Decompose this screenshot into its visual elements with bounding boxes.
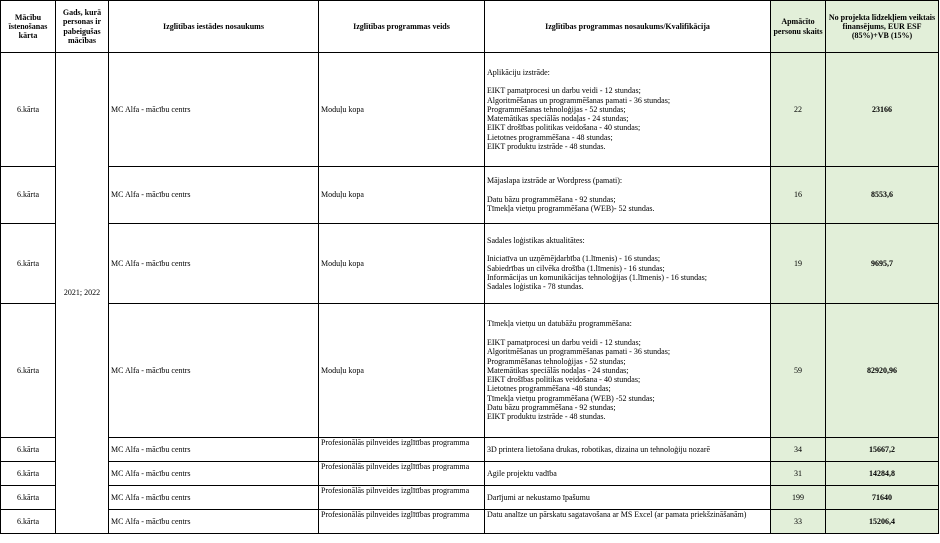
program-title: Mājaslapa izstrāde ar Wordpress (pamati): (487, 176, 623, 186)
institution-cell: MC Alfa - mācību centrs (109, 53, 319, 167)
program-title: Sadales loģistikas aktualitātes: (487, 235, 585, 245)
program-module: Algoritmēšanas un programmēšanas pamati - 36 stundas; (487, 347, 671, 357)
table-row (1, 486, 939, 510)
program-name-cell (485, 438, 771, 462)
program-title: Aplikāciju izstrāde: (487, 67, 550, 77)
institution-cell: MC Alfa - mācību centrs (109, 462, 319, 486)
program-module: Tīmekļa vietņu programmēšana (WEB)- 52 stundas. (487, 204, 655, 214)
program-name-cell (485, 486, 771, 510)
card-cell: 6.kārta (1, 486, 56, 510)
program-module: Datu bāzu programmēšana - 92 stundas; (487, 195, 616, 204)
header-card: Mācību īstenošanas kārta (1, 1, 56, 53)
program-title: Datu analīze un pārskatu sagatavošana ar MS Excel (ar pamata priekšzināšanām) (487, 510, 747, 519)
program-type-cell: Moduļu kopa (319, 53, 485, 167)
funding-cell: 8553,6 (826, 167, 939, 224)
header-program-name: Izglītības programmas nosaukums/Kvalifikācija (485, 1, 771, 53)
funding-cell: 9695,7 (826, 224, 939, 304)
program-type-cell: Moduļu kopa (319, 304, 485, 438)
table-row (1, 304, 939, 438)
header-persons: Apmācīto personu skaits (771, 1, 826, 53)
card-cell: 6.kārta (1, 224, 56, 304)
program-name-cell (485, 510, 771, 534)
program-module: EIKT drošības politikas veidošana - 40 stundas; (487, 375, 641, 385)
persons-cell: 34 (771, 438, 826, 462)
program-type-cell: Moduļu kopa (319, 167, 485, 224)
card-cell: 6.kārta (1, 462, 56, 486)
program-module: EIKT produktu izstrāde - 48 stundas. (487, 412, 606, 422)
persons-cell: 19 (771, 224, 826, 304)
program-module: EIKT produktu izstrāde - 48 stundas. (487, 142, 606, 152)
funding-cell: 23166 (826, 53, 939, 167)
card-cell: 6.kārta (1, 167, 56, 224)
program-module: Lietotnes programmēšana - 48 stundas; (487, 132, 613, 142)
table-row (1, 53, 939, 167)
table-row (1, 224, 939, 304)
program-module: Tīmekļa vietņu programmēšana (WEB) -52 stundas; (487, 393, 655, 403)
persons-cell: 31 (771, 462, 826, 486)
funding-cell: 15667,2 (826, 438, 939, 462)
institution-cell: MC Alfa - mācību centrs (109, 224, 319, 304)
program-module: Algoritmēšanas un programmēšanas pamati - 36 stundas; (487, 95, 671, 105)
program-name-cell (485, 53, 771, 167)
institution-cell: MC Alfa - mācību centrs (109, 304, 319, 438)
persons-cell: 16 (771, 167, 826, 224)
program-name-cell (485, 224, 771, 304)
card-cell: 6.kārta (1, 53, 56, 167)
persons-cell: 33 (771, 510, 826, 534)
program-module: Matemātikas speciālās nodaļas - 24 stundas; (487, 114, 629, 124)
header-row (1, 1, 939, 53)
funding-cell: 82920,96 (826, 304, 939, 438)
program-type-cell: Profesionālās pilnveides izglītības programma (319, 486, 485, 510)
program-name-cell (485, 167, 771, 224)
card-cell: 6.kārta (1, 304, 56, 438)
program-title: Agile projektu vadība (487, 468, 557, 478)
program-module: Matemātikas speciālās nodaļas - 24 stundas; (487, 365, 629, 375)
program-type-cell: Moduļu kopa (319, 224, 485, 304)
years-cell: 2021; 2022 (56, 53, 109, 534)
header-institution: Izglītības iestādes nosaukums (109, 1, 319, 53)
funding-cell: 71640 (826, 486, 939, 510)
program-title: Tīmekļa vietņu un datubāžu programmēšana: (487, 319, 632, 329)
program-module: EIKT drošības politikas veidošana - 40 stundas; (487, 123, 641, 133)
header-funding: No projekta līdzekļiem veiktais finansējums, EUR ESF (85%)+VB (15%) (826, 1, 939, 53)
header-program-type: Izglītības programmas veids (319, 1, 485, 53)
program-module: Lietotnes programmēšana -48 stundas; (487, 384, 611, 394)
card-cell: 6.kārta (1, 438, 56, 462)
institution-cell: MC Alfa - mācību centrs (109, 486, 319, 510)
institution-cell: MC Alfa - mācību centrs (109, 438, 319, 462)
program-type-cell: Profesionālās pilnveides izglītības programma (319, 510, 485, 534)
program-type-cell: Profesionālās pilnveides izglītības programma (319, 462, 485, 486)
funding-cell: 15206,4 (826, 510, 939, 534)
table-row (1, 438, 939, 462)
persons-cell: 22 (771, 53, 826, 167)
table-row (1, 462, 939, 486)
program-title: Darījumi ar nekustamo īpašumu (487, 492, 590, 502)
program-module: Iniciatīva un uzņēmējdarbība (1.līmenis) - 16 stundas; (487, 254, 661, 264)
program-type-cell: Profesionālās pilnveides izglītības programma (319, 438, 485, 462)
institution-cell: MC Alfa - mācību centrs (109, 510, 319, 534)
card-cell: 6.kārta (1, 510, 56, 534)
program-module: EIKT pamatprocesi un darbu veidi - 12 stundas; (487, 337, 641, 347)
program-module: Programmēšanas tehnoloģijas - 52 stundas; (487, 356, 626, 366)
program-module: Datu bāzu programmēšana - 92 stundas; (487, 403, 616, 413)
program-name-cell (485, 462, 771, 486)
program-module: Sabiedrības un cilvēka drošība (1.līmenis) - 16 stundas; (487, 263, 665, 273)
funding-cell: 14284,8 (826, 462, 939, 486)
institution-cell: MC Alfa - mācību centrs (109, 167, 319, 224)
program-module: Sadales loģistika - 78 stundas. (487, 282, 584, 292)
persons-cell: 59 (771, 304, 826, 438)
program-module: EIKT pamatprocesi un darbu veidi - 12 stundas; (487, 86, 641, 96)
header-years: Gads, kurā personas ir pabeigušas mācības (56, 1, 109, 53)
program-name-cell (485, 304, 771, 438)
program-module: Informācijas un komunikācijas tehnoloģijas (1.līmenis) - 16 stundas; (487, 272, 707, 282)
table-row (1, 167, 939, 224)
persons-cell: 199 (771, 486, 826, 510)
program-title: 3D printera lietošana drukas, robotikas, dizaina un tehnoloģiju nozarē (487, 444, 711, 454)
table-row (1, 510, 939, 534)
program-module: Programmēšanas tehnoloģijas - 52 stundas; (487, 104, 626, 114)
